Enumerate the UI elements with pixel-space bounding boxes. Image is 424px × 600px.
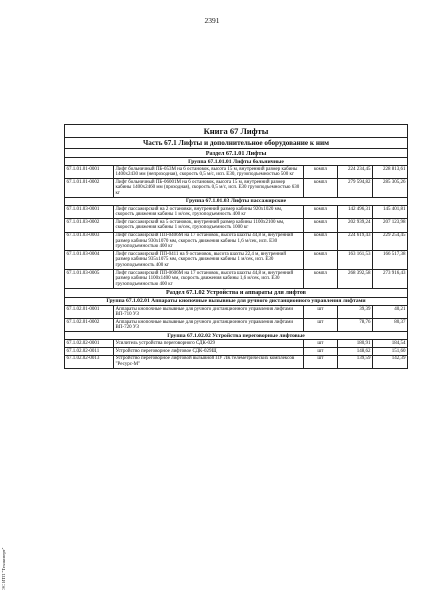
table-row (65, 166, 408, 179)
item-price-2: 184,54 (372, 340, 407, 348)
table-row (65, 348, 408, 356)
item-price-2: 145 401,81 (372, 206, 407, 219)
part-title: Часть 67.1 Лифты и дополнительное оборудование к ним (65, 138, 408, 149)
item-price-1: 279 594,82 (337, 179, 372, 198)
table-row (65, 232, 408, 251)
group-title: Группа 67.1.01.03 Лифты пассажирские (65, 198, 408, 206)
item-code: 67.1.01.01-0002 (65, 179, 114, 198)
item-name: Аппараты кнопочные вызывные для ручного дистанционного управления лифтами ВП-710 УЗ (114, 306, 304, 319)
item-unit: компл (303, 251, 337, 270)
group-header-row (65, 298, 408, 306)
table-row (65, 270, 408, 289)
table-row (65, 219, 408, 232)
table-row (65, 340, 408, 348)
item-price-2: 285 305,26 (372, 179, 407, 198)
item-price-2: 80,37 (372, 319, 407, 332)
table-row (65, 355, 408, 368)
item-name: Усилитель устройства переговорного СДК-029 (114, 340, 304, 348)
section-title: Раздел 67.1.01 Лифты (65, 149, 408, 158)
item-code: 67.1.01.03-0003 (65, 232, 114, 251)
item-price-1: 39,39 (337, 306, 372, 319)
group-header-row (65, 198, 408, 206)
item-name: Устройство переговорное лифтовое СДК-029Щ (114, 348, 304, 356)
item-unit: шт (303, 355, 337, 368)
item-code: 67.1.02.02-0011 (65, 348, 114, 356)
book-title: Книга 67 Лифты (65, 125, 408, 138)
group-header-row (65, 158, 408, 166)
side-note: ЭС ИТП "Техэксперт" (1, 547, 6, 590)
item-unit: шт (303, 340, 337, 348)
item-price-1: 163 161,53 (337, 251, 372, 270)
page-number: 2391 (204, 16, 220, 25)
item-price-2: 151,60 (372, 348, 407, 356)
price-table-body (65, 125, 408, 369)
item-unit: шт (303, 306, 337, 319)
item-price-1: 180,91 (337, 340, 372, 348)
item-name: Лифт пассажирский ПП-0411 на 9 остановок, высота шахты 22,4 м, внутренний размер кабины 935х1075 мм, скорость движения кабины 1 м/сек, исп. Е30 грузоподъемность 400 кг (114, 251, 304, 270)
item-unit: компл (303, 179, 337, 198)
item-unit: компл (303, 166, 337, 179)
item-unit: шт (303, 319, 337, 332)
item-price-2: 273 916,43 (372, 270, 407, 289)
item-unit: компл (303, 232, 337, 251)
price-table (64, 124, 408, 369)
item-price-2: 40,21 (372, 306, 407, 319)
item-price-1: 202 939,24 (337, 219, 372, 232)
table-row (65, 206, 408, 219)
item-unit: компл (303, 270, 337, 289)
item-price-1: 78,76 (337, 319, 372, 332)
book-title-row (65, 125, 408, 138)
item-price-1: 148,62 (337, 348, 372, 356)
item-price-1: 139,59 (337, 355, 372, 368)
item-code: 67.1.02.01-0001 (65, 306, 114, 319)
item-code: 67.1.02.01-0002 (65, 319, 114, 332)
item-name: Лифт пассажирский на 2 остановки, внутренний размер кабины 920х1020 мм, скорость движения кабины 1 м/сек, грузоподъемность 400 кг (114, 206, 304, 219)
item-unit: компл (303, 219, 337, 232)
part-title-row (65, 138, 408, 149)
item-code: 67.1.01.03-0001 (65, 206, 114, 219)
item-price-2: 142,39 (372, 355, 407, 368)
item-code: 67.1.02.02-0001 (65, 340, 114, 348)
table-row (65, 251, 408, 270)
item-price-1: 224 234,45 (337, 166, 372, 179)
table-row (65, 179, 408, 198)
group-header-row (65, 332, 408, 340)
item-code: 67.1.01.03-0005 (65, 270, 114, 289)
item-unit: компл (303, 206, 337, 219)
item-price-1: 142 496,31 (337, 206, 372, 219)
item-code: 67.1.02.02-0013 (65, 355, 114, 368)
item-unit: шт (303, 348, 337, 356)
item-name: Лифт больничный ПБ-06001М на 6 остановок, высота 15 м, внутренний размер кабины 1400х2460 мм (проходная), скорость 0,5 м/с, исп. Е30 грузоподъемностью 630 кг (114, 179, 304, 198)
table-row (65, 319, 408, 332)
section-header-row (65, 288, 408, 297)
group-title: Группа 67.1.02.02 Устройства переговорные лифтовые (65, 332, 408, 340)
item-price-1: 224 619,43 (337, 232, 372, 251)
item-code: 67.1.01.01-0001 (65, 166, 114, 179)
item-price-2: 166 517,38 (372, 251, 407, 270)
item-name: Устройство переговорное лифтовой вызывной ПУ ЛК телеметрических комплексов "Ресурс-М" (114, 355, 304, 368)
item-name: Лифт больничный ПБ-053М на 6 остановок, высота 15 м, внутренний размер кабины 1400х2430 мм (непроходная), скорость 0,5 м/с, исп. Е30, грузоподъемностью 500 кг (114, 166, 304, 179)
item-name: Лифт пассажирский ПП-0406М на 17 остановок, высота шахты 44,8 м, внутренний размер кабины 930х1070 мм, скорость движения кабины 1,6 м/сек, исп. Е30 грузоподъемностью 400 кг (114, 232, 304, 251)
item-code: 67.1.01.03-0002 (65, 219, 114, 232)
item-name: Лифт пассажирский на 5 остановок, внутренний размер кабины 1100х2100 мм, скорость движения кабины 1 м/сек, грузоподъемность 1000 кг (114, 219, 304, 232)
group-title: Группа 67.1.01.01 Лифты больничные (65, 158, 408, 166)
item-price-1: 268 392,58 (337, 270, 372, 289)
section-header-row (65, 149, 408, 158)
section-title: Раздел 67.1.02 Устройства и аппараты для лифтов (65, 288, 408, 297)
item-name: Аппараты кнопочные вызывные для ручного дистанционного управления лифтами ВП-720 УЗ (114, 319, 304, 332)
item-name: Лифт пассажирский ПП-0606М на 17 остановок, высота шахты 44,8 м, внутренний размер кабины 1100х1400 мм, скорость движения кабины 1,6 м/сек, исп. Е30 грузоподъемностью 400 кг (114, 270, 304, 289)
table-row (65, 306, 408, 319)
item-price-2: 228 813,61 (372, 166, 407, 179)
item-price-2: 207 123,98 (372, 219, 407, 232)
item-price-2: 229 254,45 (372, 232, 407, 251)
item-code: 67.1.01.03-0004 (65, 251, 114, 270)
group-title: Группа 67.1.02.01 Аппараты кнопочные вызывные для ручного дистанционного управления лифтами (65, 298, 408, 306)
